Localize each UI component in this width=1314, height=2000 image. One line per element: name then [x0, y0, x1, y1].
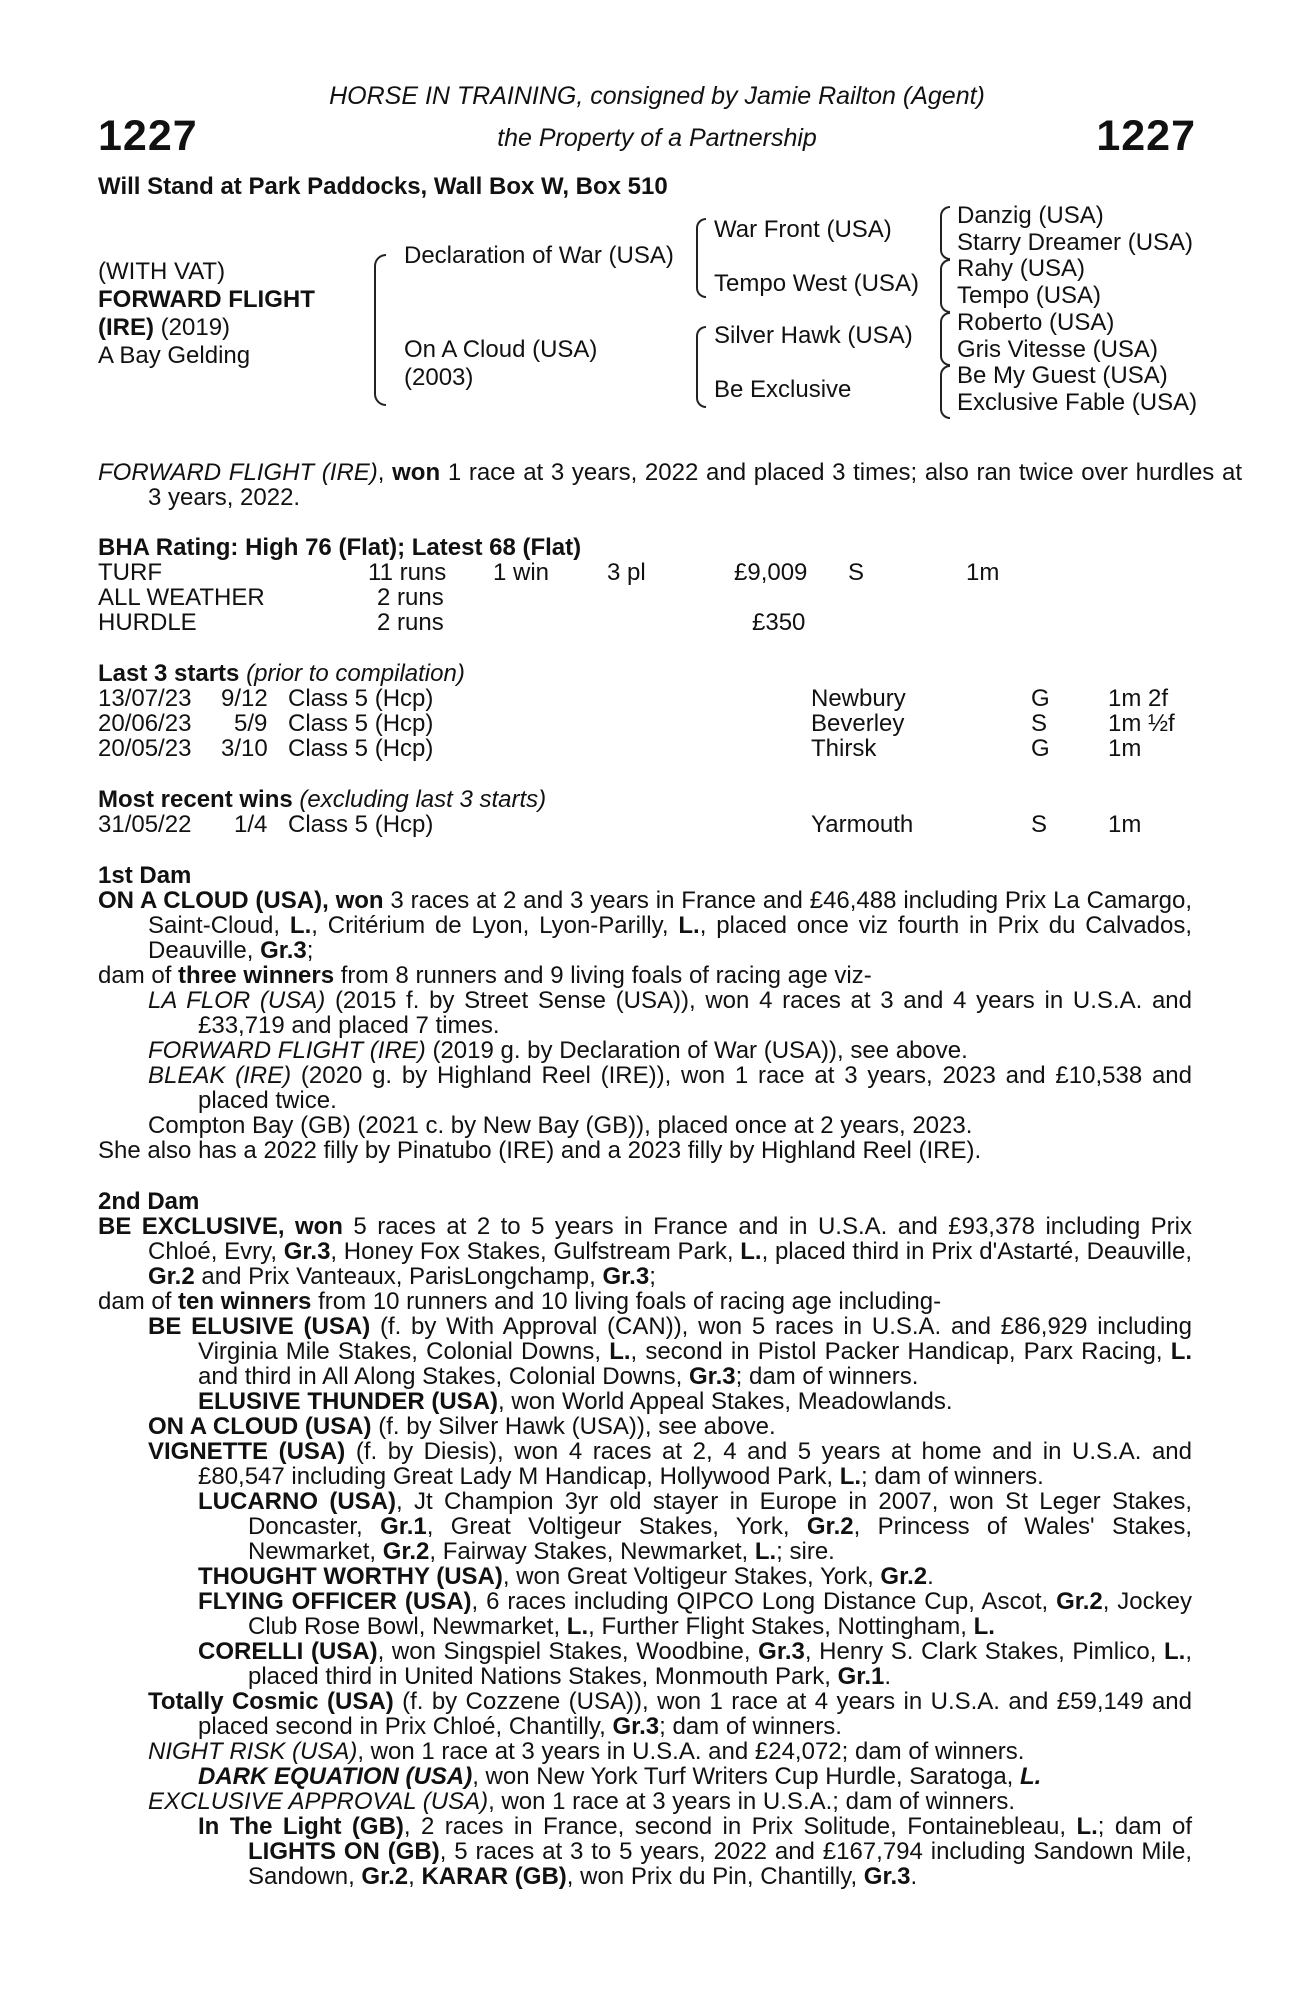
rating-wins: 1 win — [493, 559, 550, 586]
text-part: , — [408, 1863, 422, 1890]
rating-row — [98, 585, 1198, 610]
rating-runs: 2 runs — [377, 609, 444, 636]
group-mark: Gr.3 — [758, 1638, 805, 1665]
pedigree-sdd: Tempo (USA) — [957, 282, 1102, 309]
text-part: , won World Appeal Stakes, Meadowlands. — [498, 1388, 953, 1415]
listed-mark: L. — [289, 912, 312, 939]
win-date: 31/05/22 — [98, 811, 192, 838]
listed-mark: L. — [566, 1613, 589, 1640]
start-going: S — [1031, 710, 1048, 737]
group-mark: Gr.3 — [612, 1713, 660, 1740]
text-part: ; dam of winners. — [735, 1363, 919, 1390]
text-part: , Further Flight Stakes, Nottingham, — [588, 1613, 974, 1640]
first-dam-name: ON A CLOUD (USA) — [98, 887, 323, 914]
pedigree-brace-sd — [940, 259, 950, 313]
text-part: , won Great Voltigeur Stakes, York, — [502, 1563, 881, 1590]
pedigree-sss: Danzig (USA) — [957, 202, 1104, 229]
group-mark: Gr.2 — [361, 1863, 409, 1890]
text-part: , won 1 race at 3 years in U.S.A. and £24,072; dam of winners. — [357, 1738, 1025, 1765]
group-mark: Gr.2 — [1056, 1588, 1103, 1615]
pedigree-dam: On A Cloud (USA) — [404, 336, 598, 363]
start-going: G — [1031, 685, 1050, 712]
pedigree-brace-ds — [940, 312, 950, 366]
listed-mark: L. — [678, 912, 700, 939]
foal-name: LA FLOR (USA) — [148, 987, 326, 1014]
rating-prize: £350 — [752, 609, 806, 636]
start-class: Class 5 (Hcp) — [288, 710, 434, 737]
start-going: G — [1031, 735, 1050, 762]
foal-entry — [148, 1038, 1192, 1063]
horse-identity — [98, 258, 315, 370]
text-part: ; — [649, 1263, 656, 1290]
pedigree-sire-sire: War Front (USA) — [714, 216, 892, 243]
pedigree-brace-main — [374, 254, 384, 404]
text-part: , 2 races in France, second in Prix Solitude, Fontainebleau, — [403, 1813, 1077, 1840]
produce-name: LUCARNO (USA) — [198, 1488, 396, 1515]
summary-text: 1 race at 3 years, 2022 and placed 3 times; also ran twice over hurdles at 3 years, 2022. — [148, 459, 1242, 511]
text-part: , won Singspiel Stakes, Woodbine, — [377, 1638, 759, 1665]
group-mark: Gr.2 — [806, 1513, 854, 1540]
second-dam-produce-line — [98, 1289, 1192, 1314]
listed-mark: L. — [973, 1613, 995, 1640]
start-row — [98, 711, 1198, 736]
text-part: dam of — [98, 1288, 179, 1315]
start-date: 13/07/23 — [98, 685, 192, 712]
foal-name: FORWARD FLIGHT (IRE) — [148, 1037, 426, 1064]
start-row — [98, 736, 1198, 761]
rating-runs: 2 runs — [377, 584, 444, 611]
last3-note: (prior to compilation) — [239, 660, 465, 687]
won-label: , won — [322, 887, 384, 914]
lot-number-right: 1227 — [1096, 112, 1196, 160]
text-part: , Jt Champion 3yr old stayer in Europe in 2007, won St Leger Stakes, Doncaster, — [248, 1488, 1192, 1540]
pedigree-dds: Be My Guest (USA) — [957, 362, 1168, 389]
foal-entry — [148, 988, 1192, 1038]
start-course: Newbury — [811, 685, 906, 712]
produce-name: CORELLI (USA) — [198, 1638, 378, 1665]
horse-description: A Bay Gelding — [98, 342, 251, 369]
text-part: , Henry S. Clark Stakes, Pimlico, — [804, 1638, 1164, 1665]
text-part: , second in Pistol Packer Handicap, Parx Racing, — [630, 1338, 1171, 1365]
rating-places: 3 pl — [607, 559, 646, 586]
produce-entry — [198, 1764, 1192, 1789]
listed-mark: L. — [1170, 1338, 1193, 1365]
text-part: . — [927, 1563, 934, 1590]
produce-entry — [148, 1689, 1192, 1739]
pedigree-brace-dd — [940, 365, 950, 419]
produce-name: BE ELUSIVE (USA) — [148, 1313, 371, 1340]
won-label: , won — [277, 1213, 343, 1240]
produce-entry — [198, 1639, 1192, 1689]
start-position: 3/10 — [221, 735, 268, 762]
pedigree-sire-dam: Tempo West (USA) — [714, 270, 919, 297]
text-part: (f. by With Approval (CAN)), won 5 races in U.S.A. and £86,929 including Virginia Mile Stakes, Colonial Downs, — [198, 1313, 1192, 1365]
win-position: 1/4 — [234, 811, 268, 838]
group-mark: Gr.3 — [602, 1263, 650, 1290]
pedigree-brace-sire — [696, 218, 706, 298]
foal-text: (2020 g. by Highland Reel (IRE)), won 1 race at 3 years, 2023 and £10,538 and placed twice. — [198, 1062, 1192, 1114]
start-course: Thirsk — [811, 735, 877, 762]
text-part: (f. by Cozzene (USA)), won 1 race at 4 years in U.S.A. and £59,149 and placed second in Prix Chloé, Chantilly, — [198, 1688, 1192, 1740]
produce-name: VIGNETTE (USA) — [148, 1438, 346, 1465]
pedigree-sds: Rahy (USA) — [957, 255, 1086, 282]
vat-note: (WITH VAT) — [98, 258, 226, 285]
horse-country: (IRE) — [98, 314, 154, 341]
text-part: , won Prix du Pin, Chantilly, — [566, 1863, 864, 1890]
start-class: Class 5 (Hcp) — [288, 735, 434, 762]
text-part: . — [884, 1663, 892, 1690]
recent-wins-section — [98, 787, 1198, 837]
rating-going: S — [848, 559, 865, 586]
group-mark: Gr.1 — [380, 1513, 427, 1540]
start-row — [98, 686, 1198, 711]
produce-name: KARAR (GB) — [421, 1863, 567, 1890]
second-dam-section — [98, 1189, 1192, 1889]
foal-text: (2015 f. by Street Sense (USA)), won 4 races at 3 and 4 years in U.S.A. and £33,719 and placed 7 times. — [198, 987, 1193, 1039]
second-dam-title: 2nd Dam — [98, 1188, 200, 1215]
win-distance: 1m — [1108, 811, 1142, 838]
produce-entry — [148, 1739, 1192, 1764]
text-part: , Honey Fox Stakes, Gulfstream Park, — [330, 1238, 741, 1265]
produce-entry — [198, 1389, 1192, 1414]
property-line: the Property of a Partnership — [497, 124, 817, 152]
pedigree-brace-dam — [696, 326, 706, 408]
second-dam-record — [98, 1214, 1192, 1289]
group-mark: Gr.3 — [260, 937, 307, 964]
win-going: S — [1031, 811, 1048, 838]
pedigree-dss: Roberto (USA) — [957, 309, 1115, 336]
group-mark: Gr.2 — [382, 1538, 430, 1565]
rating-title: BHA Rating: High 76 (Flat); Latest 68 (Flat) — [98, 534, 582, 561]
text-part: , placed third in United Nations Stakes, Monmouth Park, — [248, 1638, 1192, 1690]
win-course: Yarmouth — [811, 811, 914, 838]
second-dam-name: BE EXCLUSIVE — [98, 1213, 278, 1240]
rating-surface: TURF — [98, 559, 162, 586]
text-part: , Princess of Wales' Stakes, Newmarket, — [248, 1513, 1192, 1565]
start-date: 20/06/23 — [98, 710, 192, 737]
rating-surface: ALL WEATHER — [98, 584, 265, 611]
recent-title: Most recent wins — [98, 786, 293, 813]
produce-name: In The Light (GB) — [198, 1813, 404, 1840]
pedigree-brace-ss — [940, 206, 950, 260]
foal-text: (2019 g. by Declaration of War (USA)), see above. — [425, 1037, 968, 1064]
text-part: (f. by Silver Hawk (USA)), see above. — [371, 1413, 776, 1440]
rating-dist: 1m — [966, 559, 1000, 586]
text-part: , won New York Turf Writers Cup Hurdle, Saratoga, — [472, 1763, 1021, 1790]
group-mark: Gr.3 — [688, 1363, 736, 1390]
group-mark: Gr.2 — [880, 1563, 928, 1590]
later-foals-note: She also has a 2022 filly by Pinatubo (IRE) and a 2023 filly by Highland Reel (IRE). — [98, 1137, 982, 1164]
text-part: , Fairway Stakes, Newmarket, — [429, 1538, 755, 1565]
race-summary: FORWARD FLIGHT (IRE), won 1 race at 3 years, 2022 and placed 3 times; also ran twice over hurdles at 3 years, 2022. — [98, 459, 1242, 511]
first-dam-produce-line — [98, 963, 1192, 988]
start-date: 20/05/23 — [98, 735, 192, 762]
text-part: , won 1 race at 3 years in U.S.A.; dam of winners. — [488, 1788, 1016, 1815]
produce-name: ON A CLOUD (USA) — [148, 1413, 372, 1440]
listed-mark: L. — [740, 1238, 762, 1265]
produce-name: LIGHTS ON (GB) — [248, 1838, 440, 1865]
winners-count: ten winners — [178, 1288, 312, 1315]
text-part: ; sire. — [776, 1538, 835, 1565]
start-class: Class 5 (Hcp) — [288, 685, 434, 712]
text-part: 3 races at 2 and 3 years in France and £46,488 including Prix La Camargo, Saint-Cloud, — [148, 887, 1192, 939]
lot-number-left: 1227 — [98, 112, 198, 160]
text-part: 5 races at 2 to 5 years in France and in U.S.A. and £93,378 including Prix Chloé, Evry, — [148, 1213, 1192, 1265]
rating-section — [98, 535, 1198, 635]
group-mark: Gr.3 — [283, 1238, 331, 1265]
text-part: ; dam of winners. — [659, 1713, 842, 1740]
group-mark: Gr.3 — [863, 1863, 911, 1890]
text-part: , placed once viz fourth in Prix du Calvados, Deauville, — [148, 912, 1192, 964]
pedigree-sire: Declaration of War (USA) — [404, 242, 674, 269]
last3-title: Last 3 starts — [98, 660, 240, 687]
first-dam-title: 1st Dam — [98, 862, 192, 889]
winners-count: three winners — [178, 962, 335, 989]
produce-entry — [148, 1414, 1192, 1439]
listed-mark: L. — [1164, 1638, 1186, 1665]
pedigree-dam-year: (2003) — [404, 364, 474, 391]
produce-name: FLYING OFFICER (USA) — [198, 1588, 472, 1615]
produce-name: ELUSIVE THUNDER (USA) — [198, 1388, 499, 1415]
start-distance: 1m 2f — [1108, 685, 1169, 712]
win-row — [98, 812, 1198, 837]
text-part: , Great Voltigeur Stakes, York, — [426, 1513, 807, 1540]
foal-name: BLEAK (IRE) — [148, 1062, 292, 1089]
foal-entry — [148, 1063, 1192, 1113]
produce-entry — [148, 1789, 1192, 1814]
listed-mark: L. — [609, 1338, 631, 1365]
text-part: ; — [306, 937, 314, 964]
produce-name: EXCLUSIVE APPROVAL (USA) — [148, 1788, 489, 1815]
produce-name: Totally Cosmic (USA) — [148, 1688, 394, 1715]
listed-mark: L. — [1020, 1763, 1042, 1790]
text-part: and third in All Along Stakes, Colonial Downs, — [198, 1363, 689, 1390]
location-line: Will Stand at Park Paddocks, Wall Box W, Box 510 — [98, 173, 668, 200]
produce-entry — [198, 1564, 1192, 1589]
start-course: Beverley — [811, 710, 905, 737]
text-part: and Prix Vanteaux, ParisLongchamp, — [194, 1263, 603, 1290]
pedigree-ssd: Starry Dreamer (USA) — [957, 229, 1194, 256]
text-part: from 10 runners and 10 living foals of racing age including- — [311, 1288, 942, 1315]
produce-entry — [198, 1814, 1192, 1889]
summary-horse-name: FORWARD FLIGHT (IRE) — [98, 459, 378, 486]
text-part: , Critérium de Lyon, Lyon-Parilly, — [311, 912, 679, 939]
horse-name: FORWARD FLIGHT — [98, 286, 315, 313]
first-dam-section — [98, 863, 1192, 1163]
rating-runs: 11 runs — [368, 559, 447, 586]
start-distance: 1m — [1108, 735, 1142, 762]
produce-name: DARK EQUATION (USA) — [198, 1763, 473, 1790]
produce-entry — [198, 1489, 1192, 1564]
rating-row — [98, 560, 1198, 585]
text-part: dam of — [98, 962, 179, 989]
produce-entry — [148, 1439, 1192, 1489]
pedigree-dam-sire: Silver Hawk (USA) — [714, 322, 913, 349]
listed-mark: L. — [754, 1538, 777, 1565]
summary-won: won — [392, 459, 441, 486]
listed-mark: L. — [1076, 1813, 1098, 1840]
text-part: ; dam of winners. — [861, 1463, 1044, 1490]
produce-name: NIGHT RISK (USA) — [148, 1738, 358, 1765]
text-part: ; dam of — [1097, 1813, 1192, 1840]
text-part: , Jockey Club Rose Bowl, Newmarket, — [248, 1588, 1193, 1640]
pedigree-dam-dam: Be Exclusive — [714, 376, 852, 403]
rating-surface: HURDLE — [98, 609, 197, 636]
listed-mark: L. — [839, 1463, 862, 1490]
win-class: Class 5 (Hcp) — [288, 811, 434, 838]
group-mark: Gr.2 — [148, 1263, 195, 1290]
first-dam-record — [98, 888, 1192, 963]
start-position: 9/12 — [221, 685, 268, 712]
text-part: , 5 races at 3 to 5 years, 2022 and £167,794 including Sandown Mile, Sandown, — [248, 1838, 1192, 1890]
produce-entry — [148, 1314, 1192, 1389]
produce-entry — [198, 1589, 1192, 1639]
text-part: (f. by Diesis), won 4 races at 2, 4 and 5 years at home and in U.S.A. and £80,547 including Great Lady M Handicap, Hollywood Park, — [198, 1438, 1192, 1490]
recent-note: (excluding last 3 starts) — [292, 786, 547, 813]
start-position: 5/9 — [234, 710, 268, 737]
rating-prize: £9,009 — [734, 559, 808, 586]
text-part: , 6 races including QIPCO Long Distance Cup, Ascot, — [471, 1588, 1057, 1615]
pedigree-ddd: Exclusive Fable (USA) — [957, 389, 1198, 416]
pedigree-dsd: Gris Vitesse (USA) — [957, 336, 1158, 363]
foal-entry: Compton Bay (GB) (2021 c. by New Bay (GB)), placed once at 2 years, 2023. — [148, 1112, 973, 1139]
text-part: from 8 runners and 9 living foals of racing age viz- — [334, 962, 872, 989]
consignor-line: HORSE IN TRAINING, consigned by Jamie Railton (Agent) — [329, 82, 985, 110]
horse-year: (2019) — [154, 314, 231, 341]
text-part: . — [910, 1863, 918, 1890]
text-part: , placed third in Prix d'Astarté, Deauville, — [761, 1238, 1192, 1265]
last3-section — [98, 661, 1198, 761]
rating-row — [98, 610, 1198, 635]
produce-name: THOUGHT WORTHY (USA) — [198, 1563, 503, 1590]
group-mark: Gr.1 — [837, 1663, 885, 1690]
start-distance: 1m ½f — [1108, 710, 1175, 737]
